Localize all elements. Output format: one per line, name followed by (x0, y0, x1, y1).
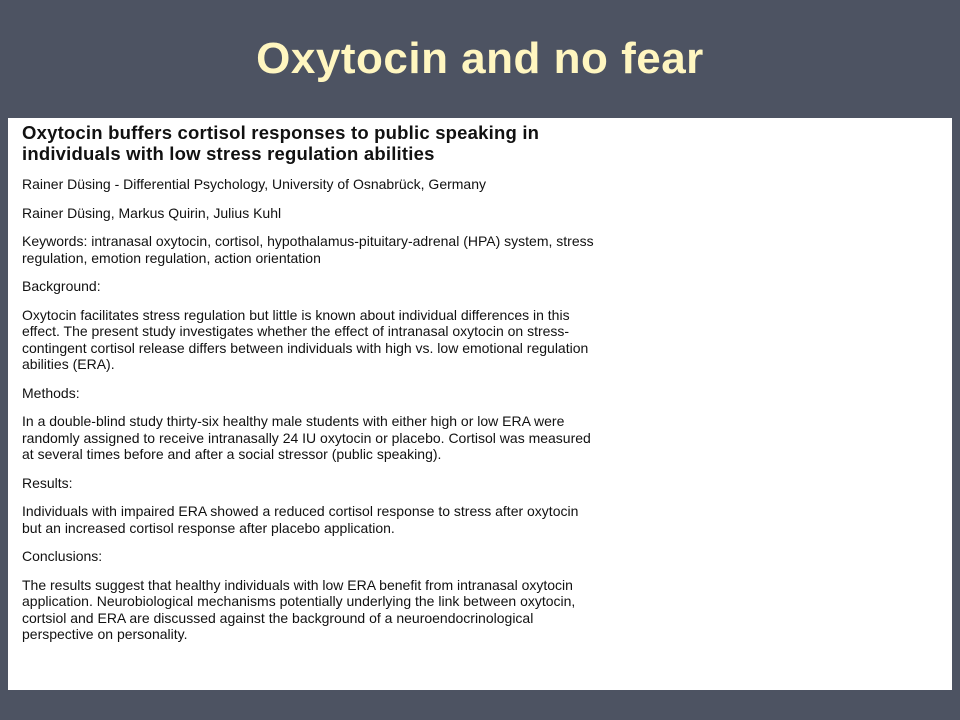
abstract-panel (8, 118, 952, 690)
conclusions-text (22, 577, 948, 643)
conclusions-line: cortsiol and ERA are discussed against the background of a neuroendocrinological (22, 609, 534, 626)
background-line: Oxytocin facilitates stress regulation but little is known about individual differences in this (22, 306, 570, 323)
conclusions-heading: Conclusions: (22, 548, 103, 564)
methods-line: In a double-blind study thirty-six healthy male students with either high or low ERA were (22, 413, 565, 429)
keywords-line: Keywords: intranasal oxytocin, cortisol, hypothalamus-pituitary-adrenal (HPA) system, stress (22, 233, 594, 249)
conclusions-line: application. Neurobiological mechanisms potentially underlying the link between oxytocin, (22, 593, 576, 609)
methods-line: at several times before and after a social stressor (public speaking). (22, 446, 442, 462)
conclusions-line: The results suggest that healthy individuals with low ERA benefit from intranasal oxytocin (22, 576, 573, 593)
abstract-title (22, 122, 948, 164)
results-text (22, 503, 948, 536)
abstract-title-line: Oxytocin buffers cortisol responses to public speaking in (22, 122, 540, 143)
methods-heading: Methods: (22, 384, 80, 401)
results-line: but an increased cortisol response after placebo application. (22, 519, 395, 536)
affiliation: Rainer Düsing - Differential Psychology, University of Osnabrück, Germany (22, 176, 486, 192)
methods-line: randomly assigned to receive intranasally 24 IU oxytocin or placebo. Cortisol was measured (22, 429, 591, 446)
conclusions-line: perspective on personality. (22, 626, 188, 642)
background-text (22, 307, 948, 373)
results-line: Individuals with impaired ERA showed a reduced cortisol response to stress after oxytocin (22, 503, 579, 519)
authors: Rainer Düsing, Markus Quirin, Julius Kuhl (22, 204, 282, 221)
background-heading: Background: (22, 278, 101, 294)
background-line: effect. The present study investigates whether the effect of intranasal oxytocin on stress- (22, 323, 570, 339)
keywords-line: regulation, emotion regulation, action orientation (22, 249, 321, 266)
slide-title: Oxytocin and no fear (256, 34, 704, 83)
keywords (22, 233, 948, 266)
methods-text (22, 413, 948, 463)
background-line: contingent cortisol release differs between individuals with high vs. low emotional regulation (22, 339, 589, 356)
abstract-title-line: individuals with low stress regulation abilities (22, 143, 435, 164)
results-heading: Results: (22, 474, 73, 491)
background-line: abilities (ERA). (22, 356, 115, 372)
